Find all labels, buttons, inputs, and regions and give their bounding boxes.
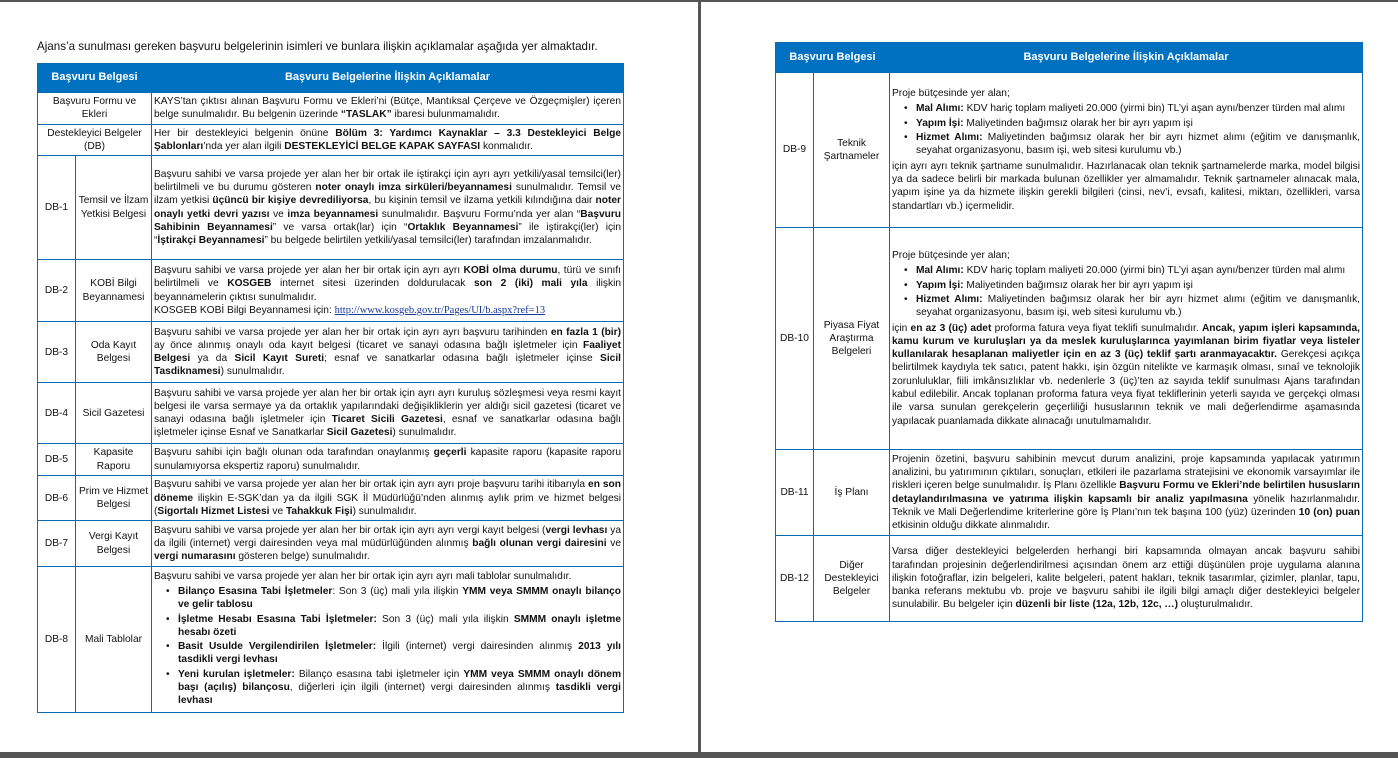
table-row	[38, 93, 624, 125]
document-description: Başvuru sahibi ve varsa projede yer alan her bir ortak için ayrı ayrı mali tablolar sunulmalıdır. • Bilanço Esasına Tabi İşletmeler: Son 3 (üç) mali yıla ilişkin YMM veya SMMM onaylı bilanço ve gelir tablosu • İşletme Hesabı Esasına Tabi İşletmeler: Son 3 (üç) mali yıla ilişkin SMMM onaylı işletme hesabı özeti • Basit Usulde Vergilendirilen İşletmeler: İlgili (internet) vergi dairesinden alınmış 2013 yılı tasdikli vergi levhası • Yeni kurulan işletmeler: Bilanço esasına tabi işletmeler için YMM veya SMMM onaylı dönem başı (açılış) bilançosu, diğerleri için ilgili (internet) vergi dairesinden alınmış tasdikli vergi levhası	[152, 567, 624, 713]
document-code: DB-1	[38, 156, 76, 260]
list-item: • İşletme Hesabı Esasına Tabi İşletmeler: Son 3 (üç) mali yıla ilişkin SMMM onaylı işletme hesabı özeti	[178, 613, 621, 640]
document-description: Başvuru sahibi ve varsa projede yer alan her bir ortak için ayrı ayrı vergi kayıt belgesi (vergi levhası ya da ilgili (internet) vergi dairesinden veya mal müdürlüğünden alınmış bağlı olunan vergi dairesini ve vergi numarasını gösteren belge) sunulmalıdır.	[152, 521, 624, 567]
table-row	[776, 450, 1363, 536]
table-row	[38, 476, 624, 521]
header-description: Başvuru Belgelerine İlişkin Açıklamalar	[890, 43, 1363, 73]
table-row	[38, 567, 624, 713]
list-item: • Yeni kurulan işletmeler: Bilanço esasına tabi işletmeler için YMM veya SMMM onaylı dönem başı (açılış) bilançosu, diğerleri için ilgili (internet) vergi dairesinden alınmış tasdikli vergi levhası	[178, 668, 621, 708]
document-code: DB-7	[38, 521, 76, 567]
document-page-right	[701, 2, 1398, 752]
document-description: Proje bütçesinde yer alan; • Mal Alımı: KDV hariç toplam maliyeti 20.000 (yirmi bin) TL’yi aşan aynı/benzer türden mal alımı • Yapım İşi: Maliyetinden bağımsız olarak her bir ayrı yapım işi • Hizmet Alımı: Maliyetinden bağımsız olarak her bir ayrı hizmet alımı (eğitim ve danışmanlık, seyahat organizasyonu, basım işi, web sitesi kurulumu vb.) için ayrı ayrı teknik şartname sunulmalıdır. Hazırlanacak olan teknik şartnamelerde marka, model bilgisi ya da sadece belirli bir markada bulunan özellikler yer almamalıdır. Teknik şartnameler alınacak mala, yapım işine ya da hizmete ilişkin gerekli bilgileri (cinsi, nev’i, evsafı, kalitesi, miktarı, özellikleri, varsa standartları vb.) içermelidir.	[890, 73, 1363, 228]
list-item: • Basit Usulde Vergilendirilen İşletmeler: İlgili (internet) vergi dairesinden alınmış 2013 yılı tasdikli vergi levhası	[178, 640, 621, 667]
document-page-left	[0, 2, 698, 752]
document-description: Başvuru sahibi ve varsa projede yer alan her bir ortak için ayrı ayrı KOBİ olma durumu, türü ve sınıfı belirtilmeli ve KOSGEB internet sitesi üzerinden doldurulacak son 2 (iki) mali yıla ilişkin beyannamelerin çıktısı sunulmalıdır. KOSGEB KOBİ Bilgi Beyannamesi için: http://www.kosgeb.gov.tr/Pages/UI/b.aspx?ref=13	[152, 260, 624, 322]
kosgeb-link[interactable]: http://www.kosgeb.gov.tr/Pages/UI/b.aspx?ref=13	[334, 304, 546, 316]
document-code: DB-10	[776, 228, 814, 450]
document-name: Mali Tablolar	[76, 567, 152, 713]
table-row	[38, 444, 624, 476]
header-description: Başvuru Belgelerine İlişkin Açıklamalar	[152, 64, 624, 93]
document-description: Projenin özetini, başvuru sahibinin mevcut durum analizini, proje kapsamında yapılacak yatırımın analizini, bu yatırımının çıktıları, sonuçları, etkileri ile pazarlama stratejisini ve ekonomik varsayımlar ile riskleri içeren belge sunulmalıdır. İş Planı özellikle Başvuru Formu ve Ekleri’nde belirtilen hususların detaylandırılmasına ve yatırıma ilişkin kapsamlı bir analiz yapılmasına yönelik hazırlanmalıdır. Teknik ve Mali Değerlendime kriterlerine göre İş Planı’nın tek başına 100 (yüz) üzerinden 10 (on) puan etkisinin olduğu dikkate alınmalıdır.	[890, 450, 1363, 536]
document-name: Prim ve Hizmet Belgesi	[76, 476, 152, 521]
document-code: DB-5	[38, 444, 76, 476]
list-item: • Bilanço Esasına Tabi İşletmeler: Son 3 (üç) mali yıla ilişkin YMM veya SMMM onaylı bilanço ve gelir tablosu	[178, 585, 621, 612]
table-row	[38, 124, 624, 156]
list-item: • Yapım İşi: Maliyetinden bağımsız olarak her bir ayrı yapım işi	[916, 117, 1360, 130]
table-row	[38, 521, 624, 567]
document-description: Başvuru sahibi ve varsa projede yer alan her bir ortak için ayrı ayrı proje başvuru tarihi itibarıyla en son döneme ilişkin E-SGK’dan ya da ilgili SGK İl Müdürlüğü’nden alınmış aylık prim ve hizmet belgesi (Sigortalı Hizmet Listesi ve Tahakkuk Fişi) sunulmalıdır.	[152, 476, 624, 521]
document-description: Başvuru sahibi ve varsa projede yer alan her bir ortak için ayrı ayrı başvuru tarihinden en fazla 1 (bir) ay önce alınmış onaylı oda kayıt belgesi (ticaret ve sanayi odasına bağlı işletmeler için Faaliyet Belgesi ya da Sicil Kayıt Sureti; esnaf ve sanatkarlar odasına bağlı işletmeler içinse Sicil Tasdiknamesi) sunulmalıdır.	[152, 322, 624, 383]
document-name: Piyasa Fiyat Araştırma Belgeleri	[814, 228, 890, 450]
list-item: • Yapım İşi: Maliyetinden bağımsız olarak her bir ayrı yapım işi	[916, 279, 1360, 292]
document-description: Her bir destekleyici belgenin önüne Bölüm 3: Yardımcı Kaynaklar – 3.3 Destekleyici Belge Şablonları’nda yer alan ilgili DESTEKLEYİCİ BELGE KAPAK SAYFASI konmalıdır.	[152, 124, 624, 156]
document-description: Başvuru sahibi ve varsa projede yer alan her bir ortak ile iştirakçi için ayrı ayrı yetkili/yasal temsilci(ler) belirtilmeli ve bu durumu gösteren noter onaylı imza sirküleri/beyannamesi sunulmalıdır. Temsil ve ilzam yetkisi üçüncü bir kişiye devrediliyorsa, bu kişinin temsil ve ilzama yetkili kılındığına dair noter onaylı yetki devri yazısı ve imza beyannamesi sunulmalıdır. Başvuru Formu’nda yer alan “Başvuru Sahibinin Beyannamesi” ve varsa ortak(lar) için “Ortaklık Beyannamesi” ile iştirakçi(ler) için “İştirakçi Beyannamesi” bu belgede belirtilen yetkili/yasal temsilci(ler) tarafından imzalanmalıdır.	[152, 156, 624, 260]
list-item: • Mal Alımı: KDV hariç toplam maliyeti 20.000 (yirmi bin) TL’yi aşan aynı/benzer türden mal alımı	[916, 264, 1360, 277]
list-item: • Hizmet Alımı: Maliyetinden bağımsız olarak her bir ayrı hizmet alımı (eğitim ve danışmanlık, seyahat organizasyonu, basım işi, web sitesi kurulumu vb.)	[916, 131, 1360, 158]
procurement-types-list	[892, 102, 1360, 157]
table-row	[38, 260, 624, 322]
table-row	[776, 73, 1363, 228]
table-row	[38, 322, 624, 383]
document-code: DB-11	[776, 450, 814, 536]
financial-statements-list	[154, 585, 621, 708]
document-description: Varsa diğer destekleyici belgelerden herhangi biri kapsamında olmayan ancak başvuru sahibi tarafından projesinin değerlendirilmesi açısından önem arz ettiği düşünülen proje uygulama alanına ilişkin fotoğraflar, izin belgeleri, kalite belgeleri, patent hakları, teknik tasarımlar, çizimler, planlar, tapu, banka referans mektubu vb. proje ve başvuru sahibi ile ilgili bilgi amaçlı diğer destekleyici belgeler sunulabilir. Bu belgeler için düzenli bir liste (12a, 12b, 12c, …) oluşturulmalıdır.	[890, 536, 1363, 622]
document-name: Oda Kayıt Belgesi	[76, 322, 152, 383]
document-name: Başvuru Formu ve Ekleri	[38, 93, 152, 125]
table-header-row	[776, 43, 1363, 73]
document-name: Destekleyici Belgeler (DB)	[38, 124, 152, 156]
document-name: Sicil Gazetesi	[76, 383, 152, 444]
document-name: Vergi Kayıt Belgesi	[76, 521, 152, 567]
document-description: KAYS’tan çıktısı alınan Başvuru Formu ve Ekleri’ni (Bütçe, Mantıksal Çerçeve ve Özgeçmişler) içeren belge sunulmalıdır. Bu belgenin üzerinde “TASLAK” ibaresi bulunmamalıdır.	[152, 93, 624, 125]
document-code: DB-3	[38, 322, 76, 383]
document-name: Temsil ve İlzam Yetkisi Belgesi	[76, 156, 152, 260]
document-description: Başvuru sahibi için bağlı olunan oda tarafından onaylanmış geçerli kapasite raporu (kapasite raporu sunulamıyorsa ekspertiz raporu) sunulmalıdır.	[152, 444, 624, 476]
document-code: DB-2	[38, 260, 76, 322]
document-code: DB-6	[38, 476, 76, 521]
document-name: İş Planı	[814, 450, 890, 536]
header-document: Başvuru Belgesi	[776, 43, 890, 73]
intro-text: Ajans’a sunulması gereken başvuru belgelerinin isimleri ve bunlara ilişkin açıklamalar aşağıda yer almaktadır.	[37, 40, 598, 53]
list-item: • Hizmet Alımı: Maliyetinden bağımsız olarak her bir ayrı hizmet alımı (eğitim ve danışmanlık, seyahat organizasyonu, basım işi, web sitesi kurulumu vb.)	[916, 293, 1360, 320]
procurement-types-list	[892, 264, 1360, 319]
table-row	[776, 228, 1363, 450]
header-document: Başvuru Belgesi	[38, 64, 152, 93]
document-code: DB-4	[38, 383, 76, 444]
application-documents-table	[37, 63, 624, 713]
table-header-row	[38, 64, 624, 93]
document-name: KOBİ Bilgi Beyannamesi	[76, 260, 152, 322]
viewer-bottom-edge	[0, 752, 1398, 758]
table-row	[38, 383, 624, 444]
document-name: Diğer Destekleyici Belgeler	[814, 536, 890, 622]
list-item: • Mal Alımı: KDV hariç toplam maliyeti 20.000 (yirmi bin) TL’yi aşan aynı/benzer türden mal alımı	[916, 102, 1360, 115]
document-code: DB-8	[38, 567, 76, 713]
table-row	[38, 156, 624, 260]
application-documents-table-continued	[775, 42, 1363, 622]
document-name: Kapasite Raporu	[76, 444, 152, 476]
document-code: DB-12	[776, 536, 814, 622]
document-description: Proje bütçesinde yer alan; • Mal Alımı: KDV hariç toplam maliyeti 20.000 (yirmi bin) TL’yi aşan aynı/benzer türden mal alımı • Yapım İşi: Maliyetinden bağımsız olarak her bir ayrı yapım işi • Hizmet Alımı: Maliyetinden bağımsız olarak her bir ayrı hizmet alımı (eğitim ve danışmanlık, seyahat organizasyonu, basım işi, web sitesi kurulumu vb.) için en az 3 (üç) adet proforma fatura veya fiyat teklifi sunulmalıdır. Ancak, yapım işleri kapsamında, kamu kurum ve kuruluşları ya da meslek kuruluşlarınca yayımlanan birim fiyatlar veya listeler kullanılarak hesaplanan maliyetler için en az 3 (üç) teklif şartı aranmayacaktır. Gerekçesi açıkça belirtilmek kaydıyla tek satıcı, patent hakkı, işin özgün nitelikte ve karmaşık olması, sınaî ve teknolojik zorunluluklar, fiili imkânsızlıklar vb. nedenlerle 3 (üç)’ten az sayıda teklif sunulması Ajans tarafından kabul edilebilir. Ancak toplanan proforma fatura veya fiyat tekliflerinin yeterli sayıda ve gerçekçi olması ile varsa sunulan gerekçelerin geçerliliği hususlarının teknik ve mali değerlendirme aşamasında yapılacak puanlamada dikkate alınacağı unutulmamalıdır.	[890, 228, 1363, 450]
document-description: Başvuru sahibi ve varsa projede yer alan her bir ortak için ayrı ayrı kuruluş sözleşmesi veya resmi kayıt belgesi ile varsa sermaye ya da ortaklık yapılarındaki değişikliklerin yer aldığı sicil gazetesi (ticaret ve sanayi odasına bağlı işletmeler için Ticaret Sicili Gazetesi, esnaf ve sanatkarlar odasına bağlı işletmeler içinse Esnaf ve Sanatkarlar Sicil Gazetesi) sunulmalıdır.	[152, 383, 624, 444]
table-row	[776, 536, 1363, 622]
document-name: Teknik Şartnameler	[814, 73, 890, 228]
document-code: DB-9	[776, 73, 814, 228]
